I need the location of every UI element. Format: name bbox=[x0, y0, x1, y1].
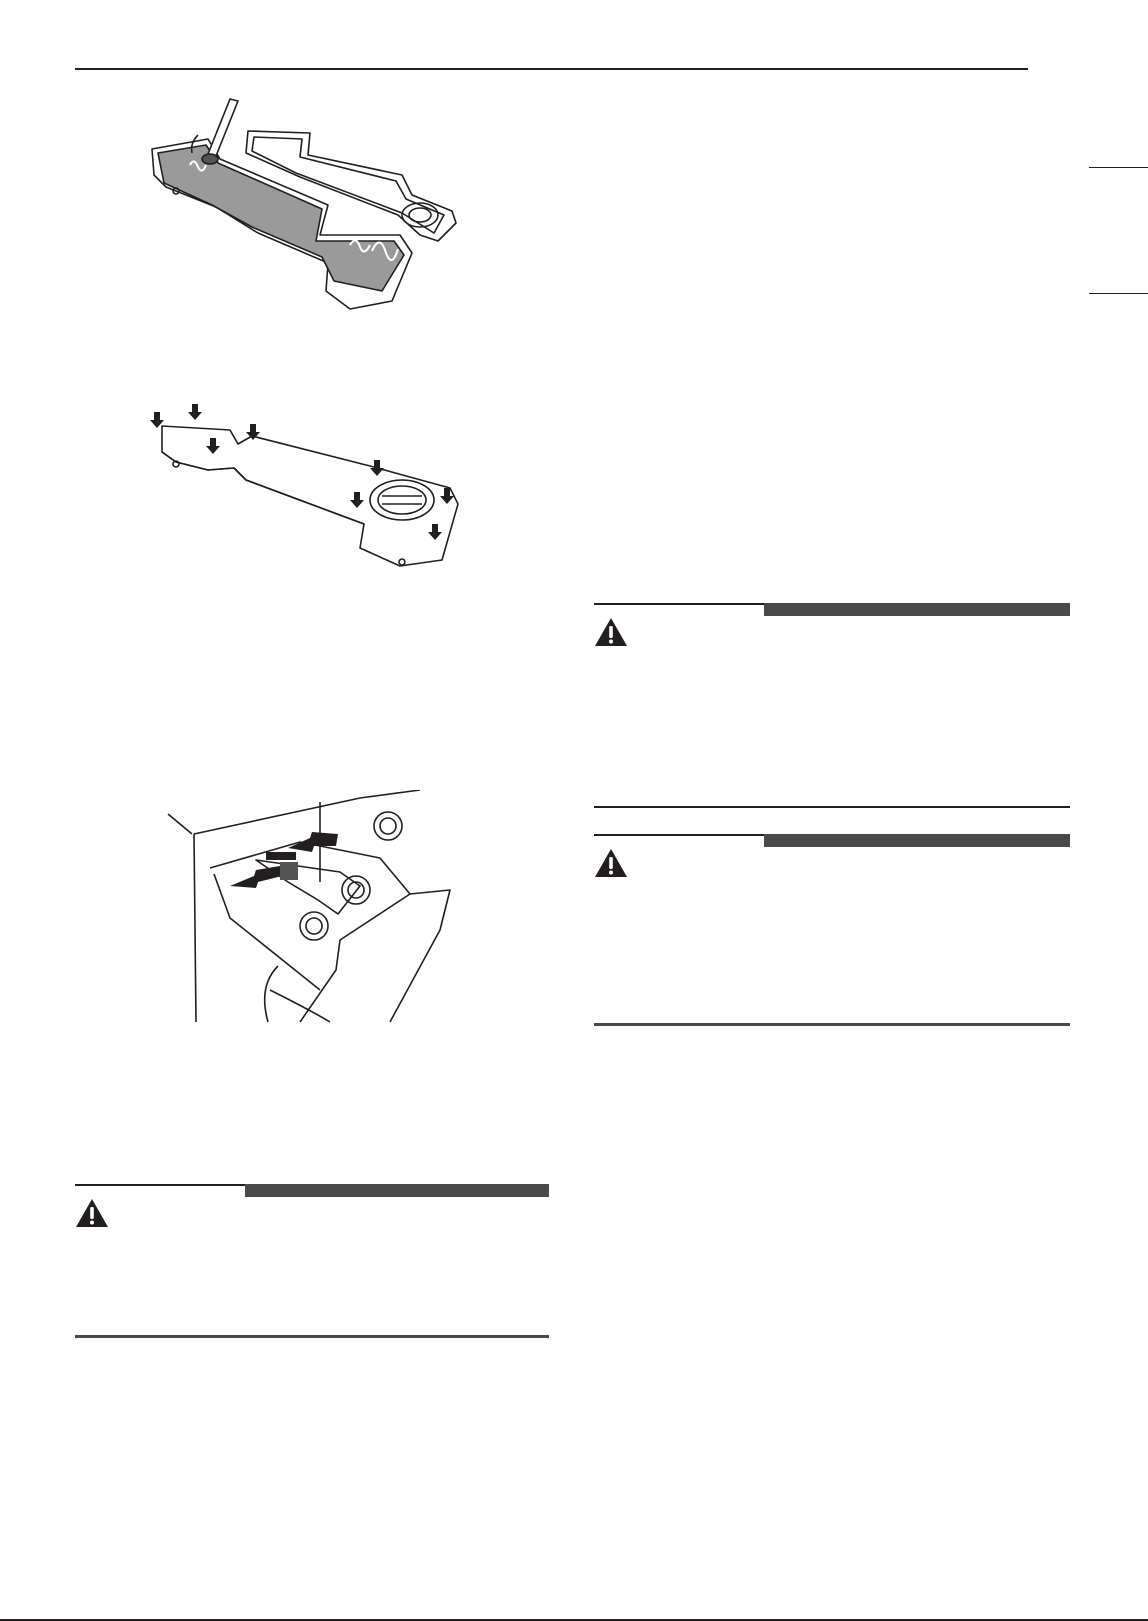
warning-triangle-icon bbox=[75, 1198, 109, 1228]
warning-bottom-rule bbox=[75, 1335, 549, 1338]
warning-header-bar bbox=[764, 603, 1070, 616]
warning-box-right-1 bbox=[594, 603, 1070, 808]
side-tab-marker-top bbox=[1089, 167, 1148, 168]
warning-box-right-2 bbox=[594, 834, 1070, 1026]
warning-header-bar bbox=[764, 834, 1070, 847]
warning-header-bar bbox=[245, 1184, 549, 1197]
warning-bottom-rule bbox=[594, 1023, 1070, 1026]
insert-arrows-illustration bbox=[160, 790, 460, 1025]
warning-triangle-icon bbox=[594, 617, 628, 647]
side-tab-marker-bottom bbox=[1089, 293, 1148, 294]
header-rule bbox=[75, 68, 1028, 70]
press-arrows-illustration bbox=[150, 400, 480, 575]
figure-dispenser-cleaning bbox=[150, 95, 480, 315]
warning-triangle-icon bbox=[594, 848, 628, 878]
warning-bottom-rule bbox=[594, 806, 1070, 808]
figure-dispenser-press bbox=[150, 400, 480, 575]
figure-drawer-insert bbox=[160, 790, 460, 1025]
brush-cleaning-illustration bbox=[150, 95, 480, 315]
warning-box-left bbox=[75, 1184, 549, 1336]
